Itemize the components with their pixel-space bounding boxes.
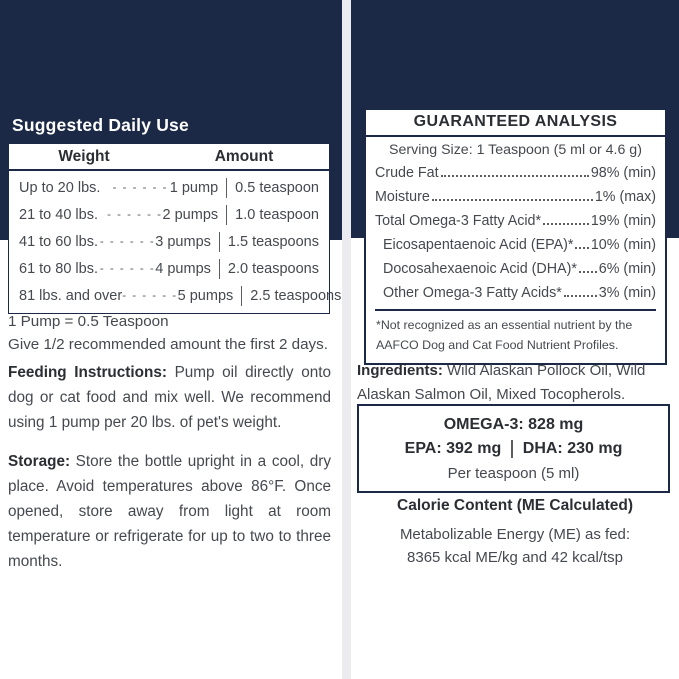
nutrient-value: 6% (min): [598, 261, 656, 277]
pumps-cell: 5 pumps: [177, 287, 234, 304]
guaranteed-analysis-panel: [351, 0, 679, 679]
table-row: [9, 201, 329, 228]
amount-cell: 0.5 teaspoon: [235, 179, 319, 196]
dot-leader: [543, 223, 589, 225]
analysis-row: [366, 161, 665, 185]
cell-divider: [226, 205, 227, 225]
first-days-note: Give 1/2 recommended amount the first 2 days.: [8, 336, 328, 353]
cell-divider: [226, 178, 227, 198]
nutrient-value: 3% (min): [598, 285, 656, 301]
guaranteed-analysis-title: GUARANTEED ANALYSIS: [366, 110, 665, 137]
analysis-row: [366, 209, 665, 233]
nutrient-value: 1% (max): [594, 189, 656, 205]
dash-leader: - - - - - -: [99, 262, 156, 275]
guaranteed-analysis-box: [364, 108, 667, 365]
pumps-cell: 3 pumps: [155, 233, 211, 250]
weight-cell: 41 to 60 lbs.: [19, 233, 98, 250]
weight-column-header: Weight: [58, 147, 110, 165]
dash-leader: - - - - - -: [122, 289, 178, 302]
weight-cell: 81 lbs. and over: [19, 287, 123, 304]
table-row: [9, 282, 342, 309]
cell-divider: [219, 232, 220, 252]
kcal-values-line: 8365 kcal ME/kg and 42 kcal/tsp: [407, 549, 623, 566]
serving-size: Serving Size: 1 Teaspoon (5 ml or 4.6 g): [389, 142, 642, 158]
ingredients-section: [357, 359, 672, 407]
amount-cell: 1.0 teaspoon: [235, 206, 319, 223]
analysis-rows: [366, 160, 665, 305]
cell-divider: [241, 286, 242, 306]
nutrient-name: Total Omega-3 Fatty Acid*: [375, 213, 542, 229]
daily-use-table-body: [9, 171, 342, 313]
nutrient-value: 98% (min): [590, 165, 656, 181]
dash-leader: - - - - - -: [99, 235, 156, 248]
dot-leader: [579, 271, 597, 273]
nutrient-name: Moisture: [375, 189, 430, 205]
panel-divider: [342, 0, 351, 679]
analysis-row: [366, 257, 665, 281]
weight-cell: Up to 20 lbs.: [19, 179, 101, 196]
pump-notes: [8, 310, 332, 356]
amount-column-header: Amount: [214, 147, 274, 165]
dot-leader: [564, 295, 597, 297]
dot-leader: [432, 199, 593, 201]
dash-leader: - - - - - -: [107, 208, 163, 221]
weight-cell: 21 to 40 lbs.: [19, 206, 98, 223]
ingredients-label: Ingredients:: [357, 362, 443, 379]
epa-value: EPA: 392 mg: [404, 440, 502, 457]
storage-text: Store the bottle upright in a cool, dry place. Avoid temperatures above 86°F. Once opened, store away from light at room temperature or refrigerate for up to two to three months.: [8, 453, 331, 570]
analysis-row: [366, 233, 665, 257]
nutrient-name: Docosahexaenoic Acid (DHA)*: [383, 261, 577, 277]
ingredients-text: Wild Alaskan Pollock Oil, Wild Alaskan Salmon Oil, Mixed Tocopherols.: [357, 362, 646, 403]
suggested-use-title: Suggested Daily Use: [12, 115, 189, 135]
pump-equivalence-note: 1 Pump = 0.5 Teaspoon: [8, 313, 169, 330]
metabolizable-energy-line: Metabolizable Energy (ME) as fed:: [399, 526, 631, 543]
dash-leader: - - - - - -: [112, 181, 169, 194]
feeding-instructions-label: Feeding Instructions:: [8, 364, 167, 381]
storage-label: Storage:: [8, 453, 71, 470]
dot-leader: [575, 247, 588, 249]
analysis-row: [366, 281, 665, 305]
table-row: [9, 255, 329, 282]
dha-value: DHA: 230 mg: [522, 440, 623, 457]
cell-divider: [219, 259, 220, 279]
omega-total: OMEGA-3: 828 mg: [443, 416, 584, 433]
epa-dha-divider: [511, 440, 513, 458]
feeding-instructions-text: Pump oil directly onto dog or cat food and mix well. We recommend using 1 pump per 20 lbs. of pet's weight.: [8, 364, 331, 431]
table-row: [9, 228, 329, 255]
weight-cell: 61 to 80 lbs.: [19, 260, 98, 277]
amount-cell: 2.0 teaspoons: [227, 260, 319, 277]
analysis-row: [366, 185, 665, 209]
nutrient-name: Eicosapentaenoic Acid (EPA)*: [383, 237, 574, 253]
table-header-row: [9, 144, 329, 171]
calorie-content-title: Calorie Content (ME Calculated): [397, 497, 633, 514]
epa-dha-line: [359, 440, 668, 458]
nutrient-name: Crude Fat: [375, 165, 439, 181]
daily-use-table: [8, 143, 342, 314]
pumps-cell: 4 pumps: [155, 260, 211, 277]
table-row: [9, 174, 329, 201]
nutrient-name: Other Omega-3 Fatty Acids*: [383, 285, 562, 301]
omega-content-box: [357, 404, 670, 493]
amount-cell: 1.5 teaspoons: [227, 233, 319, 250]
pumps-cell: 2 pumps: [162, 206, 219, 223]
aafco-footnote: *Not recognized as an essential nutrient by the AAFCO Dog and Cat Food Nutrient Profiles.: [376, 318, 633, 352]
feeding-instructions: [8, 360, 331, 435]
nutrient-value: 19% (min): [590, 213, 656, 229]
nutrient-value: 10% (min): [590, 237, 656, 253]
per-teaspoon-note: Per teaspoon (5 ml): [447, 465, 580, 482]
pumps-cell: 1 pump: [169, 179, 219, 196]
dot-leader: [441, 175, 589, 177]
amount-cell: 2.5 teaspoons: [250, 287, 342, 304]
calorie-content-section: [351, 497, 679, 569]
storage-instructions: [8, 449, 331, 574]
